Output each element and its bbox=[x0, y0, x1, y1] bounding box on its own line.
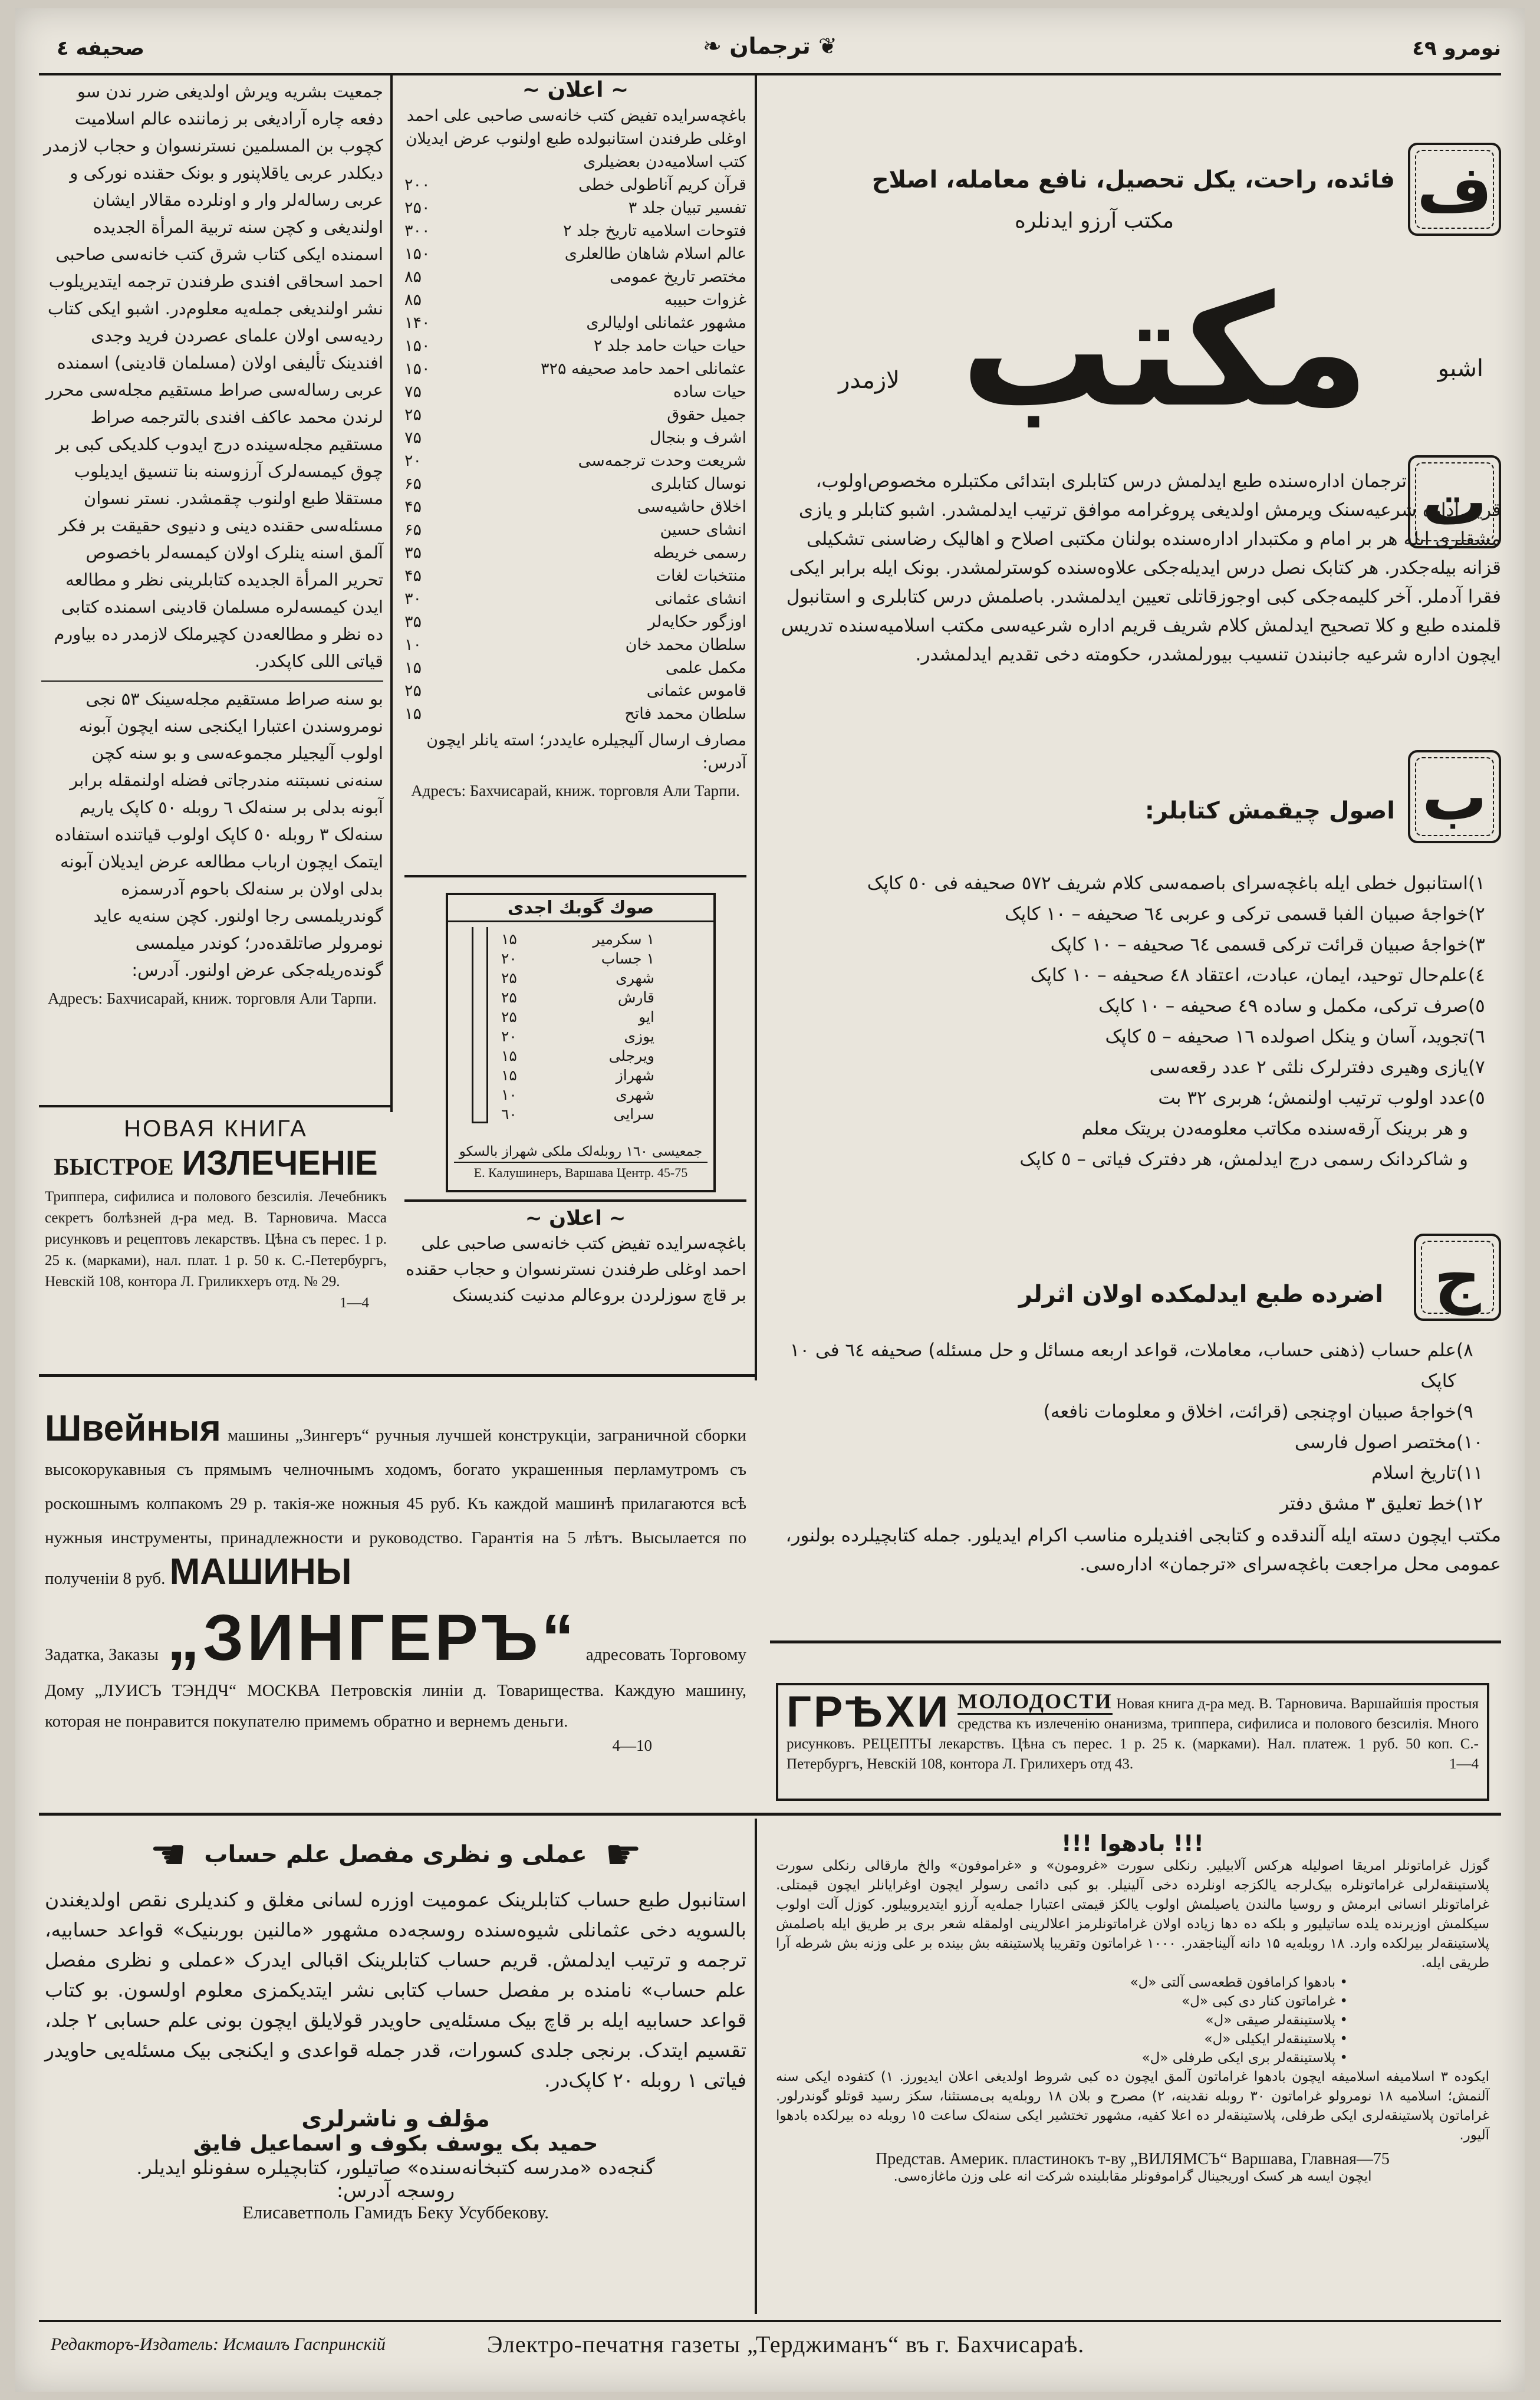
book-row bbox=[794, 1052, 1501, 1083]
masthead-title: ❦ ترجمان ❧ bbox=[703, 33, 837, 59]
coupon-row-value: ۱۵ bbox=[501, 931, 517, 948]
book-number: ٤) bbox=[1468, 965, 1485, 986]
section-rule bbox=[39, 1374, 755, 1377]
price-row-price: ۴۵ bbox=[404, 498, 422, 516]
singer-adres: адресовать Торговому bbox=[585, 1645, 746, 1664]
coupon-row-label: شهری bbox=[616, 1086, 654, 1103]
price-row-price: ۴۵ bbox=[404, 567, 422, 585]
maktab-paragraph: ترجمان اداره‌سنده طبع ایدلمش درس کتابلری ابتدائی مکتبلره مخصوص‌اولوب، قریم اداره شرعیه‌سنک ویرمش اولدیغی پروغرامه موافق ترتیب ایدلمشدر. اشبو کتابلر و یازی مشقلری ایله هر بر امام و مکتبدار اداره‌سنده بولنان مکتبی اصلاح و اهالیک رضاسنی تشکیلی قزانه بیله‌جکدر. هر کتابک نصل درس ایدیله‌جکی علاوه‌سنده کوسترلمشدر. بونک ایله برابر ایکی فقرا آدملر. آخر کلیمه‌جکی کبی اوجوزقاتلی تعیین ایدلمشدر. باصلمش درس کتابلری و استانبول قلمنده طبع و کلا تصحیح ایدلمش کلام شریف قریم اداره شرعیه‌سی مکتب اسلامیه‌سنده تدریس ایچون اداره شرعیه جانبندن تنسیب بیورلمشدر، حکومته دخی تقدیم ایدلمشدر. bbox=[781, 471, 1501, 665]
price-row bbox=[404, 357, 746, 380]
price-row bbox=[404, 702, 746, 725]
book-row bbox=[770, 1427, 1489, 1458]
book-row bbox=[794, 960, 1501, 991]
book-title: و شاکردانک رسمی درج ایدلمش، هر دفترک فیاتی – ٥ کاپک bbox=[1019, 1149, 1468, 1170]
initial-fa-icon: ف bbox=[1408, 143, 1501, 236]
price-row-price: ۲۵ bbox=[404, 406, 422, 424]
book-row bbox=[794, 899, 1501, 929]
price-row bbox=[404, 311, 746, 334]
coupon-row-value: ۱۵ bbox=[501, 1047, 517, 1064]
coupon-row-value: ۲۰ bbox=[501, 1028, 517, 1045]
coupon-row-label: ایو bbox=[639, 1008, 654, 1025]
book-number: ۱۱) bbox=[1456, 1462, 1483, 1484]
price-row-price: ۸۵ bbox=[404, 291, 422, 309]
price-row-title: منتخبات لغات bbox=[656, 567, 746, 585]
price-row-title: اوزگور حکایه‌لر bbox=[648, 613, 746, 631]
ornament-icon: ~ bbox=[525, 1206, 549, 1230]
ad-book-title-2: БЫСТРОЕ ИЗЛЕЧЕНІЕ bbox=[54, 1144, 378, 1182]
ornament-icon: ~ bbox=[601, 1206, 626, 1230]
ornament-left-icon: ❦ bbox=[810, 33, 837, 59]
price-row-price: ۱۵ bbox=[404, 659, 422, 677]
book-row bbox=[794, 1021, 1501, 1052]
ad-book-num: 1—4 bbox=[340, 1295, 369, 1311]
hisab-addr-ru: Елисаветполь Гамидъ Беку Усуббекову. bbox=[242, 2202, 549, 2223]
book-row bbox=[794, 1083, 1501, 1113]
ad-text: باغچه‌سرایده تفیض کتب خانه‌سی صاحبی علی احمد اوغلی طرفندن نسترنسوان و حجاب حقنده بر قاچ سوزلردن بروعالم مدنیت کندیسنک bbox=[405, 1233, 746, 1305]
books-in-print bbox=[770, 1335, 1501, 1579]
book-title: خط تعلیق ۳ مشق دفتر bbox=[1280, 1493, 1456, 1514]
book-number: ۲) bbox=[1468, 903, 1485, 925]
price-row bbox=[404, 426, 746, 449]
book-row bbox=[794, 1113, 1501, 1144]
price-row-price: ۲۰ bbox=[404, 452, 422, 470]
book-price-list bbox=[404, 78, 746, 802]
price-row-title: جمیل حقوق bbox=[667, 406, 746, 424]
coupon-footer-ru: Е. Калушинеръ, Варшава Центр. 45-75 bbox=[454, 1162, 708, 1181]
book-title: یازی وهیری دفترلرک نلثی ۲ عدد رقعه‌سی bbox=[1149, 1057, 1468, 1078]
book-row bbox=[794, 929, 1501, 960]
price-row bbox=[404, 495, 746, 518]
price-row-price: ۳۰ bbox=[404, 590, 422, 608]
hisab-addr-ar: روسجه آدرس: bbox=[336, 2179, 455, 2202]
coupon-row bbox=[501, 1066, 654, 1085]
price-row bbox=[404, 196, 746, 219]
divider-lower bbox=[755, 1819, 757, 2314]
singer-brand-row bbox=[45, 1600, 746, 1675]
ornament-right-icon: ❧ bbox=[703, 33, 730, 59]
price-row-price: ۱۰ bbox=[404, 636, 422, 654]
grekhi-num: 1—4 bbox=[1449, 1756, 1479, 1772]
price-row-title: انشای حسین bbox=[660, 521, 746, 539]
divider-main bbox=[755, 74, 757, 1380]
price-row bbox=[404, 518, 746, 541]
eshbu-word: اشبو bbox=[1437, 355, 1483, 382]
article-separator bbox=[41, 680, 383, 682]
singer-brand: „ЗИНГЕРЪ“ bbox=[167, 1602, 578, 1674]
price-row-price: ۳۵ bbox=[404, 613, 422, 631]
book-row bbox=[794, 1144, 1501, 1175]
coupon-row-value: ۱۰ bbox=[501, 1086, 517, 1103]
price-row bbox=[404, 564, 746, 587]
gramophone-list-item: • غراماتون کنار دی کبی «ل» bbox=[1182, 1994, 1348, 2009]
price-items bbox=[404, 173, 746, 725]
book-title: صرف ترکی، مکمل و ساده ٤٩ صحیفه – ۱۰ کاپک bbox=[1098, 995, 1468, 1017]
books-subtitle-2: اضرده طبع ایدلمکده اولان اثرلر bbox=[1018, 1281, 1383, 1308]
singer-word-1: Швейныя bbox=[45, 1408, 221, 1449]
bottom-ad-col-a bbox=[404, 1206, 746, 1308]
books-subtitle: اصول چیقمش کتابلر: bbox=[1144, 797, 1395, 824]
coupon-box bbox=[446, 893, 716, 1192]
coupon-row-label: ۱ جساب bbox=[601, 950, 654, 967]
hisab-title: عملی و نظری مفصل علم حساب bbox=[204, 1841, 587, 1868]
book-title: خواجهٔ صبیان اوچنجی (قرائت، اخلاق و معلومات نافعه) bbox=[1043, 1401, 1456, 1422]
price-row-title: رسمی خریطه bbox=[653, 544, 746, 562]
book-row bbox=[770, 1488, 1489, 1519]
singer-word-2: МАШИНЫ bbox=[169, 1551, 352, 1592]
book-number: ۷) bbox=[1468, 1057, 1485, 1078]
coupon-row-value: ۲۵ bbox=[501, 1008, 517, 1025]
book-number bbox=[1468, 1113, 1501, 1144]
ornament-icon: ~ bbox=[522, 78, 548, 102]
ad-book-text: Триппера, сифилиса и полового безсилія. Лечебникъ секретъ болѣзней д-ра мед. В. Тарновича. Масса рисунковъ и рецептовъ лекарствъ. Цѣна съ перес. 1 р. 25 к. (марками), нал. плат. 1 р. 50 к. С.-Петербургъ, Невскій 108, контора Л. Гриликхеръ отд. № 29. bbox=[45, 1189, 387, 1290]
price-row bbox=[404, 541, 746, 564]
price-row-title: شریعت وحدت ترجمه‌سی bbox=[578, 452, 746, 470]
coupon-row-label: سرایی bbox=[613, 1106, 654, 1123]
coupon-row bbox=[501, 1085, 654, 1104]
coupon-row bbox=[501, 949, 654, 968]
coupon-title: صوك گوبك اجدی bbox=[448, 895, 713, 922]
book-title: خواجهٔ صبیان قرائت ترکی قسمی ٦٤ صحیفه – ۱۰ کاپک bbox=[1050, 934, 1468, 955]
price-row-title: مکمل علمی bbox=[665, 659, 746, 677]
ad-book-healing bbox=[45, 1116, 387, 1314]
price-row-price: ۱۵۰ bbox=[404, 337, 430, 355]
book-title: استانبول خطی ایله باغچه‌سرای باصمه‌سی کلام شریف ٥۷۲ صحیفه فی ٥٠ کاپک bbox=[867, 873, 1468, 894]
coupon-row-value: ۲۵ bbox=[501, 989, 517, 1006]
price-row-title: نوسال کتابلری bbox=[650, 475, 746, 493]
price-row-title: حیات حیات حامد جلد ۲ bbox=[593, 337, 746, 355]
price-row bbox=[404, 679, 746, 702]
price-row-title: اخلاق حاشیه‌سی bbox=[637, 498, 746, 516]
book-number: ٥) bbox=[1468, 1087, 1485, 1109]
pointing-hand-right-icon: ☛ bbox=[604, 1830, 642, 1879]
coupon-row-value: ۲۵ bbox=[501, 969, 517, 987]
issue-number: نومرو ٤٩ bbox=[1412, 37, 1501, 60]
price-row-price: ۱۴۰ bbox=[404, 314, 430, 332]
book-title: علم حساب (ذهنی حساب، معاملات، قواعد اربعه مسائل و حل مسئله) صحیفه ٦٤ فی ۱۰ کاپک bbox=[789, 1340, 1456, 1392]
coupon-row bbox=[501, 968, 654, 988]
coupon-row-value: ٦٠ bbox=[501, 1106, 517, 1123]
price-row bbox=[404, 633, 746, 656]
slogan-2: مکتب آرزو ایدنلره bbox=[1015, 209, 1174, 233]
coupon-row-value: ۱۵ bbox=[501, 1067, 517, 1084]
grekhi-text bbox=[787, 1687, 1479, 1774]
singer-body: машины „Зингеръ“ ручныя лучшей конструкціи, заграничной сборки высокорукавныя съ прямымъ челночнымъ ходомъ, богато украшенныя перламутромъ съ роскошнымъ колпакомъ 29 р. такія-же ножныя 45 руб. Къ каждой машинѣ прилагаются всѣ нужныя инструменты, принадлежности и руководство. Гарантія на 5 лѣтъ. Высылается по полученіи 8 руб. bbox=[45, 1426, 747, 1588]
coupon-row bbox=[501, 988, 654, 1007]
book-title: تاریخ اسلام bbox=[1371, 1462, 1456, 1484]
price-list-intro: باغچه‌سرایده تفیض کتب خانه‌سی صاحبی علی احمد اوغلی طرفندن استانبولده طبع اولنوب عرض ایدیلان کتب اسلامیه‌دن بعضیلری bbox=[405, 107, 746, 171]
rule bbox=[39, 1105, 390, 1107]
coupon-footer-ar: جمعیسی ۱٦۰ روبله‌لک ملکی شهراز بالسکو bbox=[459, 1144, 703, 1159]
hisab-authors-title: مؤلف و ناشرلری bbox=[301, 2106, 490, 2132]
price-row-price: ۶۵ bbox=[404, 475, 422, 493]
gramophone-list bbox=[776, 1973, 1489, 2067]
grekhi-body: Новая книга д-ра мед. В. Тарновича. Варшайшія простыя средства къ излеченію онанизма, триппера, сифилиса и полового безсилія. Много рисунковъ. РЕЦЕПТЫ лекарствъ. Цѣна съ перес. 1 р. 25 к. (марками). Нал. платеж. 1 руб. 50 коп. С.-Петербургъ, Невскій 108, контора Л. Грилихеръ отд 43. bbox=[787, 1696, 1479, 1772]
books-list-2 bbox=[770, 1335, 1489, 1519]
page-number: صحیفه ٤ bbox=[57, 37, 144, 60]
price-row-price: ۳۵ bbox=[404, 544, 422, 562]
price-row-title: عالم اسلام شاهان طالعلری bbox=[564, 245, 746, 263]
ad-gramophone bbox=[776, 1830, 1489, 2184]
singer-text bbox=[45, 1408, 747, 1596]
price-row bbox=[404, 656, 746, 679]
price-row bbox=[404, 242, 746, 265]
coupon-row bbox=[501, 1104, 654, 1124]
price-row-title: قرآن کریم آناطولی خطی bbox=[578, 176, 746, 194]
coupon-row-label: یوزی bbox=[624, 1028, 654, 1045]
initial-jim-icon: ج bbox=[1414, 1234, 1501, 1321]
divider-left bbox=[390, 74, 393, 1112]
gramophone-text-2: ایکوده ۳ اسلامیفه اسلامیفه ایچون بادهوا غراماتون آلمق ایچون ده کبی شروط اولدیغی اعلان ایدیورز. ۱) کتفوده ایکی سنه آلنمش؛ اسلامیه ۱۸ نومرولو غراماتون ۳۰ روبله نقدینه، ۲) مصرح و بلان ۱۸ روبله‌یه بی‌مستثنا، سکز رسید قوتلو گوندرلور. غراماتون پلاستینقه‌لری ایکی طرفلی، پلاستینقه‌لر ده اعلا کفیه، مشهور تختشیر ایکی سنه‌لک ساعت ۱٥ روبله ده بیرلکده بادهوا آلیور. bbox=[776, 2069, 1490, 2143]
price-row-title: غزوات حبیبه bbox=[664, 291, 746, 309]
price-row bbox=[404, 403, 746, 426]
book-number: ٥) bbox=[1468, 995, 1485, 1017]
ad-book-title-1: НОВАЯ КНИГА bbox=[124, 1116, 308, 1142]
hisab-text: استانبول طبع حساب کتابلرینک عمومیت اوزره لسانی مغلق و کندیلری نقص اولدیغندن بالسویه دخی عثمانلی شیوه‌سنده روسجه‌ده مشهور «مالنین بوربنیک» قواعد حسابیه، ترجمه و ترتیب ایدلمش. قریم حساب کتابلرینک اقبالی ایدرک «عملی و نظری مفصل علم حساب» نامنده بر مفصل حساب کتابی نشر ایتدیکمزی معلوم اولسون. بو کتاب قواعد حسابیه ایله بر قاچ بیک مسئله‌یی حاویدر قولایلق ایچون بونی علم حسابی ۲ جلد، تقسیم ایتدک. برنجی جلدی کسورات، قدر جمله قواعدی و ایکنجی بیک مسئله‌یی حاویدر فیاتی ۱ روبله ۲۰ کاپک‌در. bbox=[45, 1888, 746, 2092]
book-number: ۸) bbox=[1456, 1340, 1473, 1361]
price-row bbox=[404, 472, 746, 495]
coupon-rows bbox=[501, 929, 654, 1124]
ornament-icon: ~ bbox=[603, 78, 629, 102]
coupon-row bbox=[501, 1027, 654, 1046]
price-row-price: ۲۵۰ bbox=[404, 199, 430, 217]
coupon-row bbox=[501, 929, 654, 949]
address-ru: Адресъ: Бахчисарай, книж. торговля Али Тарпи. bbox=[48, 989, 377, 1007]
footer-printing: Электро-печатня газеты „Терджиманъ“ въ г. Бахчисараѣ. bbox=[487, 2331, 1085, 2358]
book-title: مختصر اصول فارسی bbox=[1294, 1432, 1456, 1453]
book-number: ۹) bbox=[1456, 1401, 1473, 1422]
grekhi-title-2: МОЛОДОСТИ bbox=[957, 1689, 1112, 1715]
book-title: و هر برینک آرقه‌سنده مکاتب معلومه‌دن بریتک معلم bbox=[1081, 1118, 1468, 1139]
book-number: ٦) bbox=[1468, 1026, 1485, 1047]
rule bbox=[404, 1199, 746, 1202]
slogan: فائده، راحت، یکل تحصیل، نافع معامله، اصلاح bbox=[871, 166, 1395, 193]
hisab-place: گنجه‌ده «مدرسه کتبخانه‌سنده» صاتیلور، کتابچیلره سفونلو ایدیلر. bbox=[136, 2156, 655, 2179]
gramophone-list-item: • پلاستینقه‌لر ایکیلی «ل» bbox=[1204, 2031, 1348, 2047]
price-row-title: سلطان محمد فاتح bbox=[624, 705, 746, 723]
ad-grekhi bbox=[776, 1683, 1489, 1801]
gramophone-list-item: • بادهوا کرامافون قطعه‌سی آلتی «ل» bbox=[1130, 1975, 1348, 1990]
rule bbox=[404, 875, 746, 877]
ad-hisab bbox=[45, 1830, 746, 2223]
book-number: ۱۲) bbox=[1456, 1493, 1483, 1514]
book-row bbox=[770, 1335, 1489, 1396]
price-row-price: ۲۵ bbox=[404, 682, 422, 700]
maktab-closing: مکتب ایچون دسته ایله آلندقده و کتابجی افندیلره مناسب اکرام ایدیلور. جمله کتابچیلرده بولنور، عمومی محل مراجعت باغچه‌سرای «ترجمان» اداره‌سی. bbox=[785, 1525, 1501, 1575]
price-row bbox=[404, 380, 746, 403]
ad-title: ~ اعلان ~ bbox=[522, 78, 629, 102]
lazimdir-word: لازمدر bbox=[838, 367, 900, 394]
price-row-price: ۶۵ bbox=[404, 521, 422, 539]
book-number: ۱) bbox=[1468, 873, 1485, 894]
book-row bbox=[794, 868, 1501, 899]
maktab-ad bbox=[770, 78, 1501, 1381]
price-row-title: تفسیر تبیان جلد ۳ bbox=[628, 199, 746, 217]
price-row-price: ۱۵۰ bbox=[404, 245, 430, 263]
coupon-row-label: ۱ سکرمیر bbox=[593, 931, 654, 948]
price-row bbox=[404, 334, 746, 357]
footer-rule bbox=[39, 2320, 1501, 2322]
header-rule bbox=[39, 73, 1501, 75]
coupon-bracket bbox=[472, 927, 488, 1123]
coupon-row-label: شهری bbox=[616, 969, 654, 987]
address-ru: Адресъ: Бахчисарай, книж. торговля Али Тарпи. bbox=[411, 782, 740, 800]
price-row-title: مختصر تاریخ عمومی bbox=[610, 268, 746, 286]
coupon-row bbox=[501, 1007, 654, 1027]
footer-editor: Редакторъ-Издатель: Исмаилъ Гаспринскій bbox=[51, 2335, 386, 2354]
coupon-row bbox=[501, 1046, 654, 1066]
initial-te-icon: ت bbox=[1408, 455, 1501, 548]
gramophone-list-item: • پلاستینقه‌لر بری ایکی طرفلی «ل» bbox=[1141, 2050, 1348, 2066]
hisab-authors: حمید بک یوسف بکوف و اسماعیل فایق bbox=[193, 2132, 598, 2156]
hisab-title-row bbox=[45, 1830, 746, 1879]
singer-text-2: Дому „ЛУИСЪ ТЭНДЧ“ МОСКВА Петровскія линіи д. Товарищества. Каждую машину, которая не понравится покупателю примемъ обратно и вернемъ деньги. bbox=[45, 1681, 746, 1731]
book-title: تجوید، آسان و ینکل اصولده ۱٦ صحیفه – ٥ کاپک bbox=[1105, 1026, 1468, 1047]
book-row bbox=[770, 1396, 1489, 1427]
price-row bbox=[404, 288, 746, 311]
newspaper-page bbox=[15, 8, 1525, 2392]
price-row-price: ۱۵۰ bbox=[404, 360, 430, 378]
ad-singer bbox=[45, 1408, 747, 1755]
price-row bbox=[404, 587, 746, 610]
section-rule bbox=[770, 1640, 1501, 1643]
book-number: ۳) bbox=[1468, 934, 1485, 955]
price-row-price: ۷۵ bbox=[404, 383, 422, 401]
price-note: مصارف ارسال آلیجیلره عایددر؛ استه یانلر ایچون آدرس: bbox=[426, 731, 746, 772]
book-title: عدد اولوب ترتیب اولنمش؛ هربری ۳۲ بت bbox=[1158, 1087, 1468, 1109]
price-row bbox=[404, 219, 746, 242]
price-row-title: اشرف و بنجال bbox=[649, 429, 746, 447]
price-row-title: قاموس عثمانی bbox=[646, 682, 746, 700]
pointing-hand-left-icon: ☛ bbox=[149, 1830, 187, 1879]
coupon-row-label: ویرجلی bbox=[608, 1047, 654, 1064]
singer-zadatka: Задатка, Заказы bbox=[45, 1645, 159, 1664]
book-number: ۱۰) bbox=[1456, 1432, 1483, 1453]
price-row bbox=[404, 610, 746, 633]
books-list bbox=[794, 868, 1501, 1175]
gramophone-footer-ru: Представ. Америк. пластинокъ т-ву „ВИЛЯМСЪ“ Варшава, Главная—75 bbox=[876, 2150, 1390, 2168]
section-rule bbox=[39, 1813, 1501, 1816]
gramophone-text: گوزل غراماتونلر امریقا اصولیله هرکس آلابیلیر. رنکلی سورت «غرومون» و «غراموفون» والخ مارقالی رنکلی سورت پلاستینقه‌لرلی غراماتونلره بیک‌لرجه یالکزجه اونلرده دخی آلینیلر. بو کبی دائمی رسولر ایچون اوغرایانلر ایچون قیمتلی. غراماتونلر انسانی ابرمش و روسیا مالندن یاصیلمش اولوب یالکز قیمتی اعتبارا جمله‌یه آرزو ایتدیروبیلور. کوزل آلت اولوب سیکلمش اوزیرنده یلده ساتیلیور و بلکه ده دها زیاده اولان غراماتونلرمز اعلالرینی اولمقله شعر بری بر طریق ایله باصلمش پلاستینقه‌لر بیرلکده وارد. ۱۸ روبله‌یه ۱۵ دانه آلیناجقدر. ۱۰۰۰ غراماتون وتقریبا پلاستینقه بش بینده بر علی وزنه بش شرطه آرا طریقی ایله. bbox=[776, 1858, 1489, 1971]
gramophone-list-item: • پلاستینقه‌لر صیقی «ل» bbox=[1205, 2013, 1348, 2028]
price-row-title: حیات ساده bbox=[673, 383, 746, 401]
initial-be-icon: ب bbox=[1408, 750, 1501, 843]
article-text: جمعیت بشریه ویرش اولدیغی ضرر ندن سو دفعه چاره آرادیغی بر زماننده عالم اسلامیت کچوب بن المسلمین نسترنسوان و حجاب لازمدر دیکلدر عربی یاقلاپنور و بونک حقنده نورکی و عربی رساله‌لر وار و اونلرده مقالار ایشان اولندیغی و کچن سنه تربیة المرأة الجدیده اسمنده ایکی کتاب شرق کتب خانه‌سی صاحبی احمد اسحاقی افندی طرفندن ترجمه ایتدیریلوب نشر اولندیغی جمله‌یه معلوم‌در. اشبو ایکی کتاب ردیه‌سی اولان علمای عصردن فرید وجدی افندینک تألیفی اولان (مسلمان قادینی) اسمنده عربی رساله‌سی صراط مستقیم مجله‌سی محرر لرندن محمد عاکف افندی بالترجمه صراط مستقیم مجله‌سینده درج ایدوب کلدیکی کبی بر چوق کیمسه‌لرک آرزوسنه بنا تنسیق ایدیلوب مستقلا طبع اولنوب چقمشدر. نستر نسوان مسئله‌سی حقنده دینی و دنیوی حقیقت بر فکر آلمق اسنه ینلرک اولان کیمسه‌لر باخصوص تحریر المرأة الجدیده کتابلرینی نظر و مطالعه ایدن کیمسه‌لره مسلمان قادینی اسمنده کتابی ده نظر و مطالعه‌دن کچیرملک لازمدر ده بیاورم قیاتی اللی کاپکدر. bbox=[43, 81, 383, 671]
price-row-title: انشای عثمانی bbox=[654, 590, 746, 608]
gramophone-footer-ar: ایچون ایسه هر کسک اوریجینال گراموفونلر مقابلینده شرکت انه علی وزن ماغازه‌سی. bbox=[893, 2169, 1372, 2184]
book-row bbox=[770, 1458, 1489, 1488]
maktab-big-word: مكتب bbox=[960, 263, 1370, 441]
singer-num: 4—10 bbox=[612, 1737, 652, 1754]
price-row-title: سلطان محمد خان bbox=[625, 636, 746, 654]
coupon-row-label: قارش bbox=[617, 989, 654, 1006]
book-number bbox=[1468, 1144, 1501, 1175]
ad-title: ~ اعلان ~ bbox=[525, 1206, 626, 1230]
price-row bbox=[404, 173, 746, 196]
grekhi-title: ГРѢХИ bbox=[787, 1687, 951, 1736]
price-row bbox=[404, 265, 746, 288]
price-row-title: مشهور عثمانلی اولیالری bbox=[586, 314, 746, 332]
gramophone-title: !!! بادهوا !!! bbox=[1061, 1830, 1204, 1856]
price-row-price: ۷۵ bbox=[404, 429, 422, 447]
coupon-row-label: شهراز bbox=[616, 1067, 654, 1084]
coupon-row-value: ۲۰ bbox=[501, 950, 517, 967]
book-row bbox=[794, 991, 1501, 1021]
price-row bbox=[404, 449, 746, 472]
price-row-price: ۱۵ bbox=[404, 705, 422, 723]
price-row-price: ۳۰۰ bbox=[404, 222, 430, 240]
article-column-b bbox=[41, 78, 383, 1010]
book-title: علم‌حال توحید، ایمان، عبادت، اعتقاد ٤٨ صحیفه – ۱۰ کاپک bbox=[1030, 965, 1468, 986]
book-title: خواجهٔ صبیان الفبا قسمی ترکی و عربی ٦٤ صحیفه – ۱۰ کاپک bbox=[1004, 903, 1468, 925]
price-row-price: ۲۰۰ bbox=[404, 176, 430, 194]
price-row-title: فتوحات اسلامیه تاریخ جلد ۲ bbox=[562, 222, 746, 240]
price-row-title: عثمانلی احمد حامد صحیفه ۳۲۵ bbox=[540, 360, 746, 378]
article-text-2: بو سنه صراط مستقیم مجله‌سینک ۵۳ نجی نومروسندن اعتبارا ایکنجی سنه ایچون آبونه اولوب آلیجیلر مجموعه‌سی و بو سنه کچن سنه‌نی نسبتنه مندرجاتی فضله اولنمقله برابر آبونه بدلی بر سنه‌لک ٦ روبله ٥٠ کاپک یاریم سنه‌لک ۳ روبله ٥٠ کاپک اولوب قیاتنده استفاده ایتمک ایچون ارباب مطالعه عرض ایدیلان آبونه بدلی اولان بر سنه‌لک باحوم آدرسمزه گوندریلمسی رجا اولنور. کچن سنه‌یه عاید نومرولر صاتلقده‌در؛ کوندر میلمسی گونده‌ریله‌جکی عرض اولنور. آدرس: bbox=[54, 689, 383, 980]
price-row-price: ۸۵ bbox=[404, 268, 422, 286]
